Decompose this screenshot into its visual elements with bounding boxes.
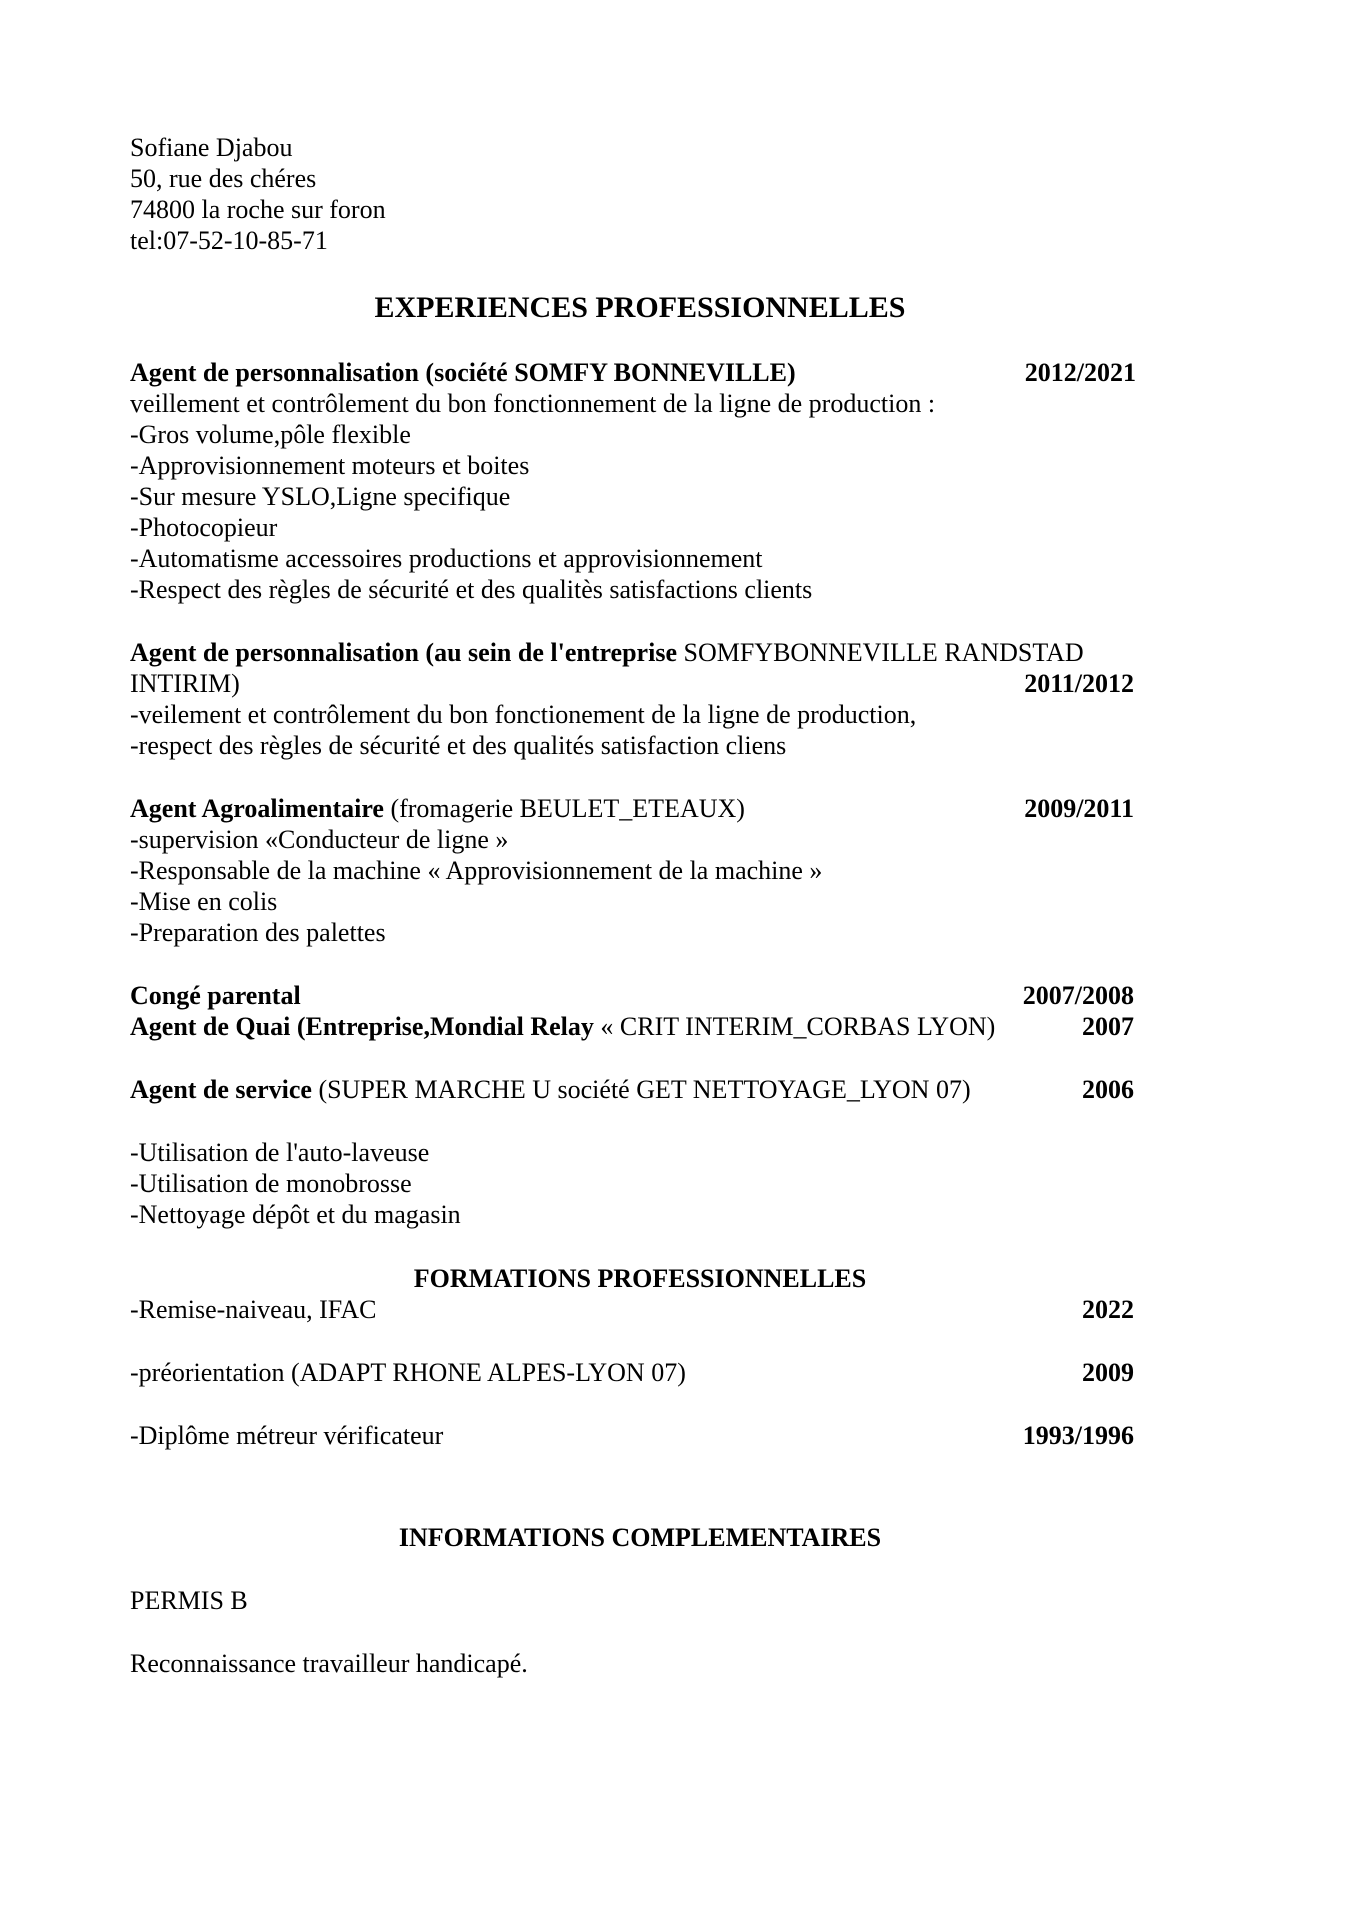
job-line: -Utilisation de l'auto-laveuse [130, 1138, 430, 1167]
job-title: Agent Agroalimentaire [130, 794, 384, 823]
job-dates: 2011/2012 [1024, 669, 1134, 698]
job-line: -respect des règles de sécurité et des qualités satisfaction cliens [130, 731, 787, 760]
job-title: Agent de service [130, 1075, 312, 1104]
job-line: -Preparation des palettes [130, 918, 386, 947]
job-line: -Photocopieur [130, 513, 278, 542]
job-title-line [130, 793, 745, 825]
additional-item: PERMIS B [130, 1586, 248, 1615]
job-title: Agent de personnalisation (société SOMFY BONNEVILLE) [130, 358, 796, 387]
job-dates: 2006 [1082, 1075, 1134, 1104]
additional-item: Reconnaissance travailleur handicapé. [130, 1649, 528, 1678]
job-title-line [130, 1074, 971, 1106]
job-line: -Respect des règles de sécurité et des qualitès satisfactions clients [130, 575, 813, 604]
job-line: -Responsable de la machine « Approvisionnement de la machine » [130, 856, 823, 885]
job-line: -Nettoyage dépôt et du magasin [130, 1200, 461, 1229]
job-dates: 2007/2008 [1022, 981, 1134, 1010]
contact-street: 50, rue des chéres [130, 164, 317, 193]
job-line: -Utilisation de monobrosse [130, 1169, 412, 1198]
training-item: -Remise-naiveau, IFAC [130, 1295, 377, 1324]
training-dates: 2009 [1082, 1358, 1134, 1387]
job-dates: 2012/2021 [1024, 358, 1136, 387]
job-line: -Gros volume,pôle flexible [130, 420, 411, 449]
training-item: -Diplôme métreur vérificateur [130, 1421, 444, 1450]
job-line: veillement et contrôlement du bon fonctionnement de la ligne de production : [130, 389, 936, 418]
contact-name: Sofiane Djabou [130, 133, 293, 162]
job-title-line [130, 637, 1084, 669]
job-line: -Sur mesure YSLO,Ligne specifique [130, 482, 511, 511]
job-company: SOMFYBONNEVILLE RANDSTAD [683, 638, 1084, 667]
job-company: « CRIT INTERIM_CORBAS LYON) [600, 1012, 996, 1041]
contact-city: 74800 la roche sur foron [130, 195, 386, 224]
job-line: -Mise en colis [130, 887, 278, 916]
job-title: Agent de Quai (Entreprise,Mondial Relay [130, 1012, 594, 1041]
training-dates: 2022 [1082, 1295, 1134, 1324]
job-line: -Approvisionnement moteurs et boites [130, 451, 530, 480]
job-title: Congé parental [130, 981, 301, 1010]
training-item: -préorientation (ADAPT RHONE ALPES-LYON 07) [130, 1358, 686, 1387]
job-line: -veilement et contrôlement du bon fonctionement de la ligne de production, [130, 700, 917, 729]
job-dates: 2007 [1082, 1012, 1134, 1041]
training-heading: FORMATIONS PROFESSIONNELLES [413, 1264, 867, 1293]
job-company-cont: INTIRIM) [130, 669, 240, 698]
job-title: Agent de personnalisation (au sein de l'entreprise [130, 638, 677, 667]
additional-heading: INFORMATIONS COMPLEMENTAIRES [398, 1523, 882, 1552]
experience-heading: EXPERIENCES PROFESSIONNELLES [374, 291, 906, 324]
job-line: -supervision «Conducteur de ligne » [130, 825, 509, 854]
job-company: (fromagerie BEULET_ETEAUX) [390, 794, 745, 823]
training-dates: 1993/1996 [1022, 1421, 1134, 1450]
job-line: -Automatisme accessoires productions et approvisionnement [130, 544, 763, 573]
contact-phone: tel:07-52-10-85-71 [130, 226, 328, 255]
job-title-line [130, 1011, 995, 1043]
job-company: (SUPER MARCHE U société GET NETTOYAGE_LYON 07) [318, 1075, 971, 1104]
job-dates: 2009/2011 [1024, 794, 1134, 823]
